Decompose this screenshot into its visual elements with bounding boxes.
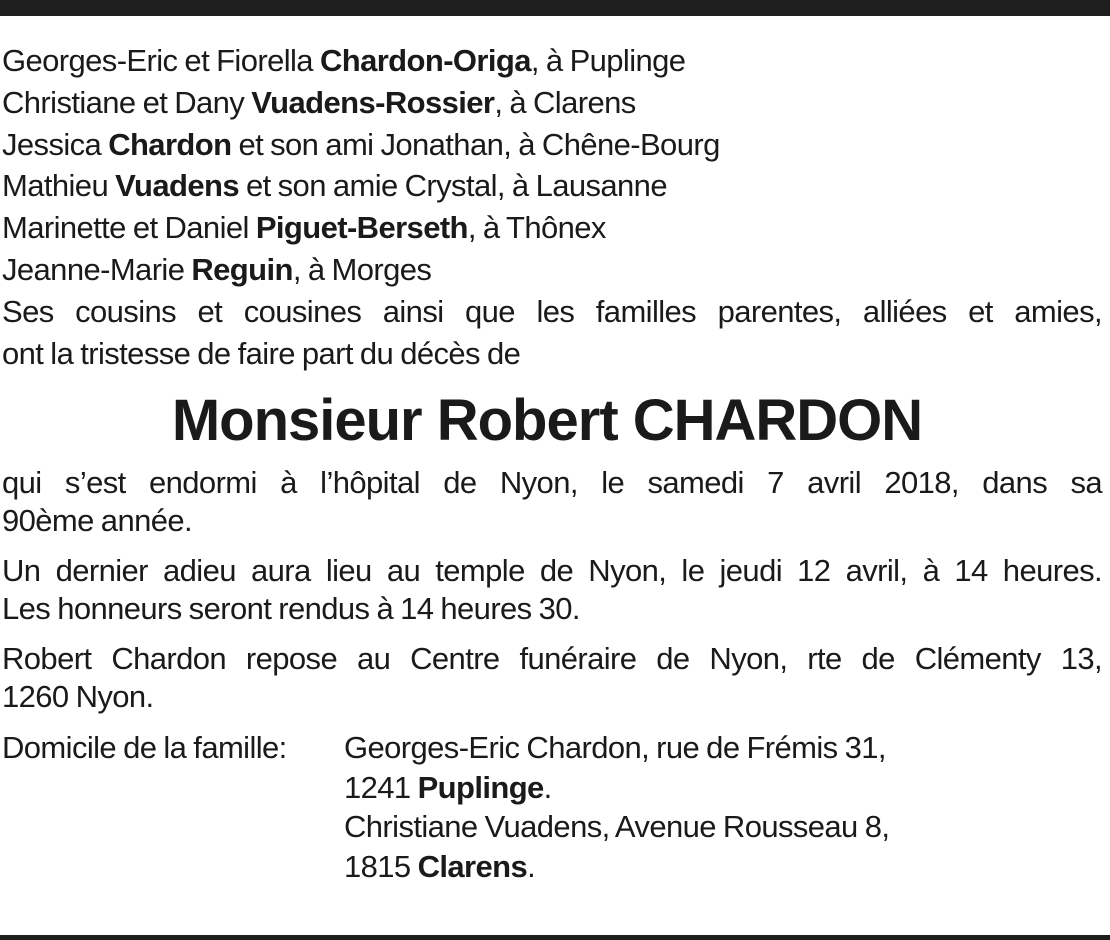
address-city: Puplinge	[417, 769, 544, 805]
family-surname: Piguet-Berseth	[255, 210, 468, 246]
bottom-border-rule	[0, 935, 1110, 940]
death-notice	[2, 40, 1102, 886]
family-line: Jeanne-Marie Reguin, à Morges	[2, 251, 432, 287]
top-border-rule	[0, 0, 1110, 16]
family-surname: Vuadens	[115, 168, 239, 204]
family-list	[2, 40, 1102, 374]
family-surname: Vuadens-Rossier	[251, 84, 495, 120]
farewell-paragraph: Un dernier adieu aura lieu au temple de Nyon, le jeudi 12 avril, à 14 heures. Les honneurs seront rendus à 14 heures 30.	[2, 553, 1102, 627]
family-surname: Chardon-Origa	[319, 43, 531, 78]
address-street: Christiane Vuadens, Avenue Rousseau 8,	[344, 809, 890, 845]
deceased-name-heading: Monsieur Robert CHARDON	[171, 388, 923, 454]
family-line: Christiane et Dany Vuadens-Rossier, à Clarens	[2, 84, 636, 120]
family-domicile	[2, 728, 1102, 886]
announcement-line: ont la tristesse de faire part du décès de	[2, 335, 521, 371]
passing-paragraph: qui s’est endormi à l’hôpital de Nyon, le samedi 7 avril 2018, dans sa 90ème année.	[2, 465, 1102, 539]
address-city-line: 1815 Clarens.	[344, 848, 536, 884]
family-surname: Chardon	[108, 126, 232, 162]
domicile-label: Domicile de la famille:	[2, 730, 287, 766]
address-city-line: 1241 Puplinge.	[344, 769, 552, 805]
domicile-addresses	[344, 728, 889, 886]
address-city: Clarens	[417, 848, 528, 884]
family-line: Marinette et Daniel Piguet-Berseth, à Thônex	[2, 210, 606, 246]
repose-paragraph: Robert Chardon repose au Centre funéraire de Nyon, rte de Clémenty 13, 1260 Nyon.	[2, 641, 1102, 715]
family-line: Mathieu Vuadens et son amie Crystal, à Lausanne	[2, 168, 667, 204]
family-line: Jessica Chardon et son ami Jonathan, à Chêne-Bourg	[2, 126, 720, 162]
family-surname: Reguin	[191, 251, 293, 287]
address-street: Georges-Eric Chardon, rue de Frémis 31,	[344, 730, 886, 766]
relatives-line: Ses cousins et cousines ainsi que les familles parentes, alliées et amies,	[2, 293, 1102, 329]
family-line: Georges-Eric et Fiorella Chardon-Origa, à Puplinge	[2, 43, 686, 78]
